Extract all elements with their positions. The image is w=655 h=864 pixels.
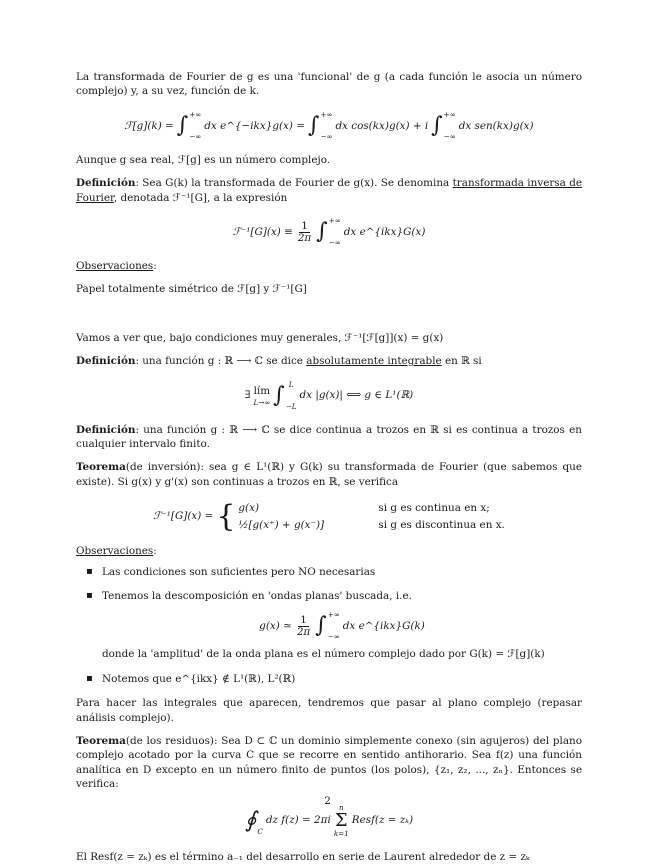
eq1-integrand-3: dx sen(kx)g(x)	[458, 119, 534, 132]
theorem-inversion: Teorema(de inversión): sea g ∈ L¹(ℝ) y G(k) su transformada de Fourier (que sabemos que existe). Si g(x) y g'(x) son continuas a trozos en ℝ, se verifica	[76, 461, 582, 488]
equation-residues: ∮ C dz f(z) = 2πi n Σ k=1 Resf(z = zₖ)	[244, 802, 414, 838]
integral-sign: ∫ L −L	[273, 379, 297, 411]
paragraph-complex-plane: Para hacer las integrales que aparecen, tendremos que pasar al plano complejo (repasar análisis complejo).	[76, 697, 582, 724]
page-body	[76, 70, 582, 864]
equation-abs-integrable: ∃ lím L→∞ ∫ L −L dx |g(x)| ⟺ g ∈ L¹(ℝ)	[244, 379, 414, 411]
contour-integral-sign: ∮ C	[244, 807, 263, 836]
term-inverse-fourier: transformada inversa de Fourier	[76, 177, 583, 204]
observations-heading: Observaciones:	[76, 260, 157, 273]
equation-fourier-transform	[76, 111, 582, 141]
eq1-lhs: ℱ[g](k) =	[124, 119, 174, 132]
fraction: $\frac{1}{2\pi}$	[297, 219, 312, 244]
eq1-integrand-1: dx e^{−ikx}g(x) =	[204, 119, 305, 132]
observations-list	[76, 565, 582, 687]
page-number: 2	[324, 795, 331, 807]
eq1-integrand-2: dx cos(kx)g(x) + i	[335, 119, 429, 132]
observation-symmetric: Papel totalmente simétrico de ℱ[g] y ℱ⁻¹[G]	[76, 283, 307, 296]
definition-inverse: Definición: Sea G(k) la transformada de Fourier de g(x). Se denomina transformada inversa de Fourier, denotada ℱ⁻¹[G], a la expresión	[76, 177, 583, 204]
definition-abs-integrable: Definición: una función g : ℝ ⟶ ℂ se dice absolutamente integrable en ℝ si	[76, 355, 482, 368]
equation-inversion-cases: ℱ⁻¹[G](x) = { g(x) si g es continua en x; ½[g(x⁺) + g(x⁻)] si g es discontinua en x.	[153, 498, 505, 534]
summation-sign: n Σ k=1	[333, 802, 349, 838]
list-item: ▪ Notemos que e^{ikx} ∉ L¹(ℝ), L²(ℝ)	[102, 672, 582, 686]
limit-operator: lím L→∞	[253, 385, 271, 407]
paragraph-intro: La transformada de Fourier de g es una 'funcional' de g (a cada función le asocia un número complejo) y, a su vez, función de k.	[76, 71, 582, 98]
definition-label: Definición	[76, 177, 136, 190]
integral-sign: ∫ +∞ −∞	[307, 109, 333, 141]
list-item: ▪ Tenemos la descomposición en 'ondas planas' buscada, i.e. g(x) ≃ $\frac{1}{2\pi}$ ∫ +∞ −∞ dx e^{ikx}G(k) donde la 'amplitud' de la onda plana es el número complejo dado por G(k) = ℱ[g](k)	[102, 589, 582, 662]
theorem-residues: Teorema(de los residuos): Sea D ⊂ ℂ un dominio simplemente conexo (sin agujeros) del plano complejo acotado por la curva C que se recorre en sentido antihorario. Sea f(z) una función analítica en D excepto en un número finito de puntos (los polos), {z₁, z₂, ..., zₙ}. Entonces se verifica:	[76, 734, 582, 791]
definition-piecewise: Definición: una función g : ℝ ⟶ ℂ se dice continua a trozos en ℝ si es continua a trozos en cualquier intervalo finito.	[76, 423, 582, 451]
term-abs-integrable: absolutamente integrable	[306, 355, 442, 368]
observations-heading-2: Observaciones:	[76, 545, 157, 558]
integral-sign: ∫ +∞ −∞	[431, 109, 456, 141]
integral-sign: ∫ +∞ −∞	[176, 109, 202, 141]
paragraph-inversion-intro: Vamos a ver que, bajo condiciones muy generales, ℱ⁻¹[ℱ[g]](x) = g(x)	[76, 331, 444, 344]
equation-inverse-transform: ℱ⁻¹[G](x) ≡ $\frac{1}{2\pi}$ ∫ +∞ −∞ dx e^{ikx}G(x)	[232, 216, 426, 248]
equation-plane-waves: g(x) ≃ $\frac{1}{2\pi}$ ∫ +∞ −∞ dx e^{ikx}G(k)	[259, 610, 425, 642]
integral-sign: ∫ +∞ −∞	[316, 216, 341, 248]
integral-sign: ∫ +∞ −∞	[315, 610, 340, 642]
list-item: ▪ Las condiciones son suficientes pero NO necesarias	[102, 565, 582, 579]
paragraph-real: Aunque g sea real, ℱ[g] es un número complejo.	[76, 153, 331, 166]
paragraph-laurent: El Resf(z = zₖ) es el término a₋₁ del desarrollo en serie de Laurent alrededor de z = zₖ	[76, 850, 530, 863]
